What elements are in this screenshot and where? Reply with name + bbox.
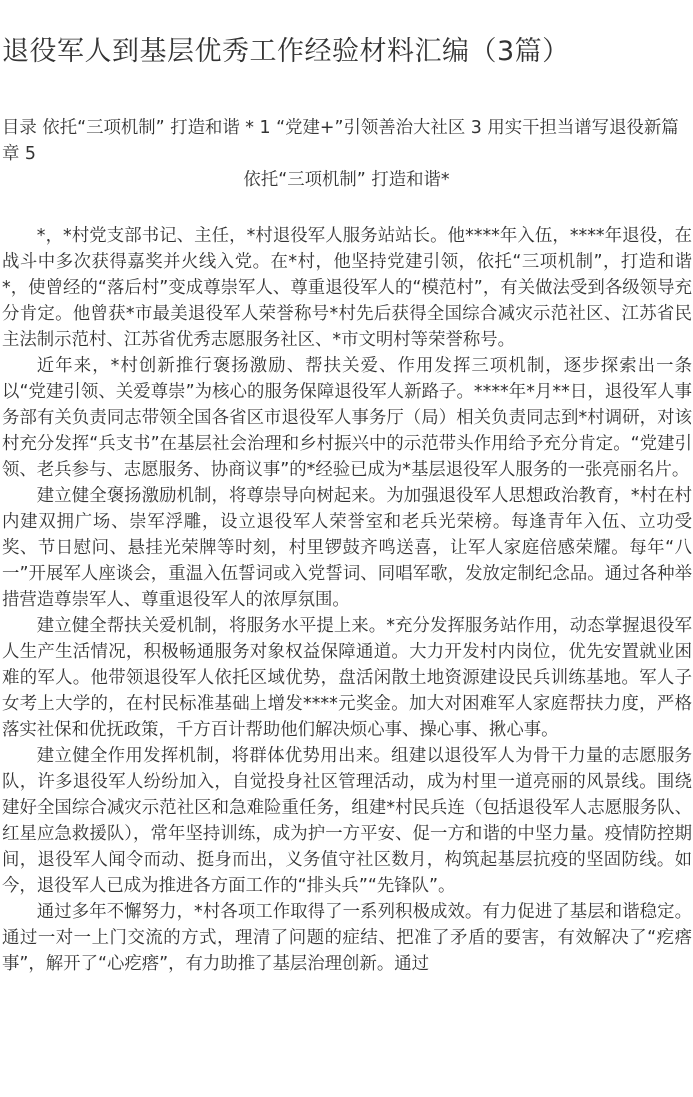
paragraph: *，*村党支部书记、主任，*村退役军人服务站站长。他****年入伍，****年退役，在战斗中多次获得嘉奖并火线入党。在*村，他坚持党建引领，依托“三项机制”，打造和谐*，使曾经的“落后村”变成尊崇军人、尊重退役军人的“模范村”，有关做法受到各级领导充分肯定。他曾获*市最美退役军人荣誉称号*村先后获得全国综合减灾示范社区、江苏省民主法制示范村、江苏省优秀志愿服务社区、*市文明村等荣誉称号。 xyxy=(2,226,692,350)
paragraph: 建立健全褒扬激励机制，将尊崇导向树起来。为加强退役军人思想政治教育，*村在村内建双拥广场、崇军浮雕，设立退役军人荣誉室和老兵光荣榜。每逢青年入伍、立功受奖、节日慰问、悬挂光荣牌等时刻，村里锣鼓齐鸣送喜，让军人家庭倍感荣耀。每年“八一”开展军人座谈会，重温入伍誓词或入党誓词、同唱军歌，发放定制纪念品。通过各种举措营造尊崇军人、尊重退役军人的浓厚氛围。 xyxy=(2,486,692,610)
paragraph: 建立健全作用发挥机制，将群体优势用出来。组建以退役军人为骨干力量的志愿服务队，许多退役军人纷纷加入，自觉投身社区管理活动，成为村里一道亮丽的风景线。围绕建好全国综合减灾示范社区和急难险重任务，组建*村民兵连（包括退役军人志愿服务队、红星应急救援队），常年坚持训练，成为护一方平安、促一方和谐的中坚力量。疫情防控期间，退役军人闻令而动、挺身而出，义务值守社区数月，构筑起基层抗疫的坚固防线。如今，退役军人已成为推进各方面工作的“排头兵”“先锋队”。 xyxy=(2,746,692,896)
section-heading: 依托“三项机制” 打造和谐* xyxy=(243,170,450,190)
paragraph: 通过多年不懈努力，*村各项工作取得了一系列积极成效。有力促进了基层和谐稳定。通过一对一上门交流的方式，理清了问题的症结、把准了矛盾的要害，有效解决了“疙瘩事”，解开了“心疙瘩”，有力助推了基层治理创新。通过 xyxy=(2,902,692,974)
article-body xyxy=(2,223,692,977)
document-title: 退役军人到基层优秀工作经验材料汇编（3篇） xyxy=(2,36,570,67)
paragraph: 近年来，*村创新推行褒扬激励、帮扶关爱、作用发挥三项机制，逐步探索出一条以“党建引领、关爱尊崇”为核心的服务保障退役军人新路子。****年*月**日，退役军人事务部有关负责同志带领全国各省区市退役军人事务厅（局）相关负责同志到*村调研，对该村充分发挥“兵支书”在基层社会治理和乡村振兴中的示范带头作用给予充分肯定。“党建引领、老兵参与、志愿服务、协商议事”的*经验已成为*基层退役军人服务的一张亮丽名片。 xyxy=(2,356,692,480)
paragraph: 建立健全帮扶关爱机制，将服务水平提上来。*充分发挥服务站作用，动态掌握退役军人生产生活情况，积极畅通服务对象权益保障通道。大力开发村内岗位，优先安置就业困难的军人。他带领退役军人依托区域优势，盘活闲散土地资源建设民兵训练基地。军人子女考上大学的，在村民标准基础上增发****元奖金。加大对困难军人家庭帮扶力度，严格落实社保和优抚政策，千方百计帮助他们解决烦心事、操心事、揪心事。 xyxy=(2,616,692,740)
table-of-contents: 目录 依托“三项机制” 打造和谐 * 1 “党建+”引领善治大社区 3 用实干担当谱写退役新篇章 5 xyxy=(2,118,679,164)
